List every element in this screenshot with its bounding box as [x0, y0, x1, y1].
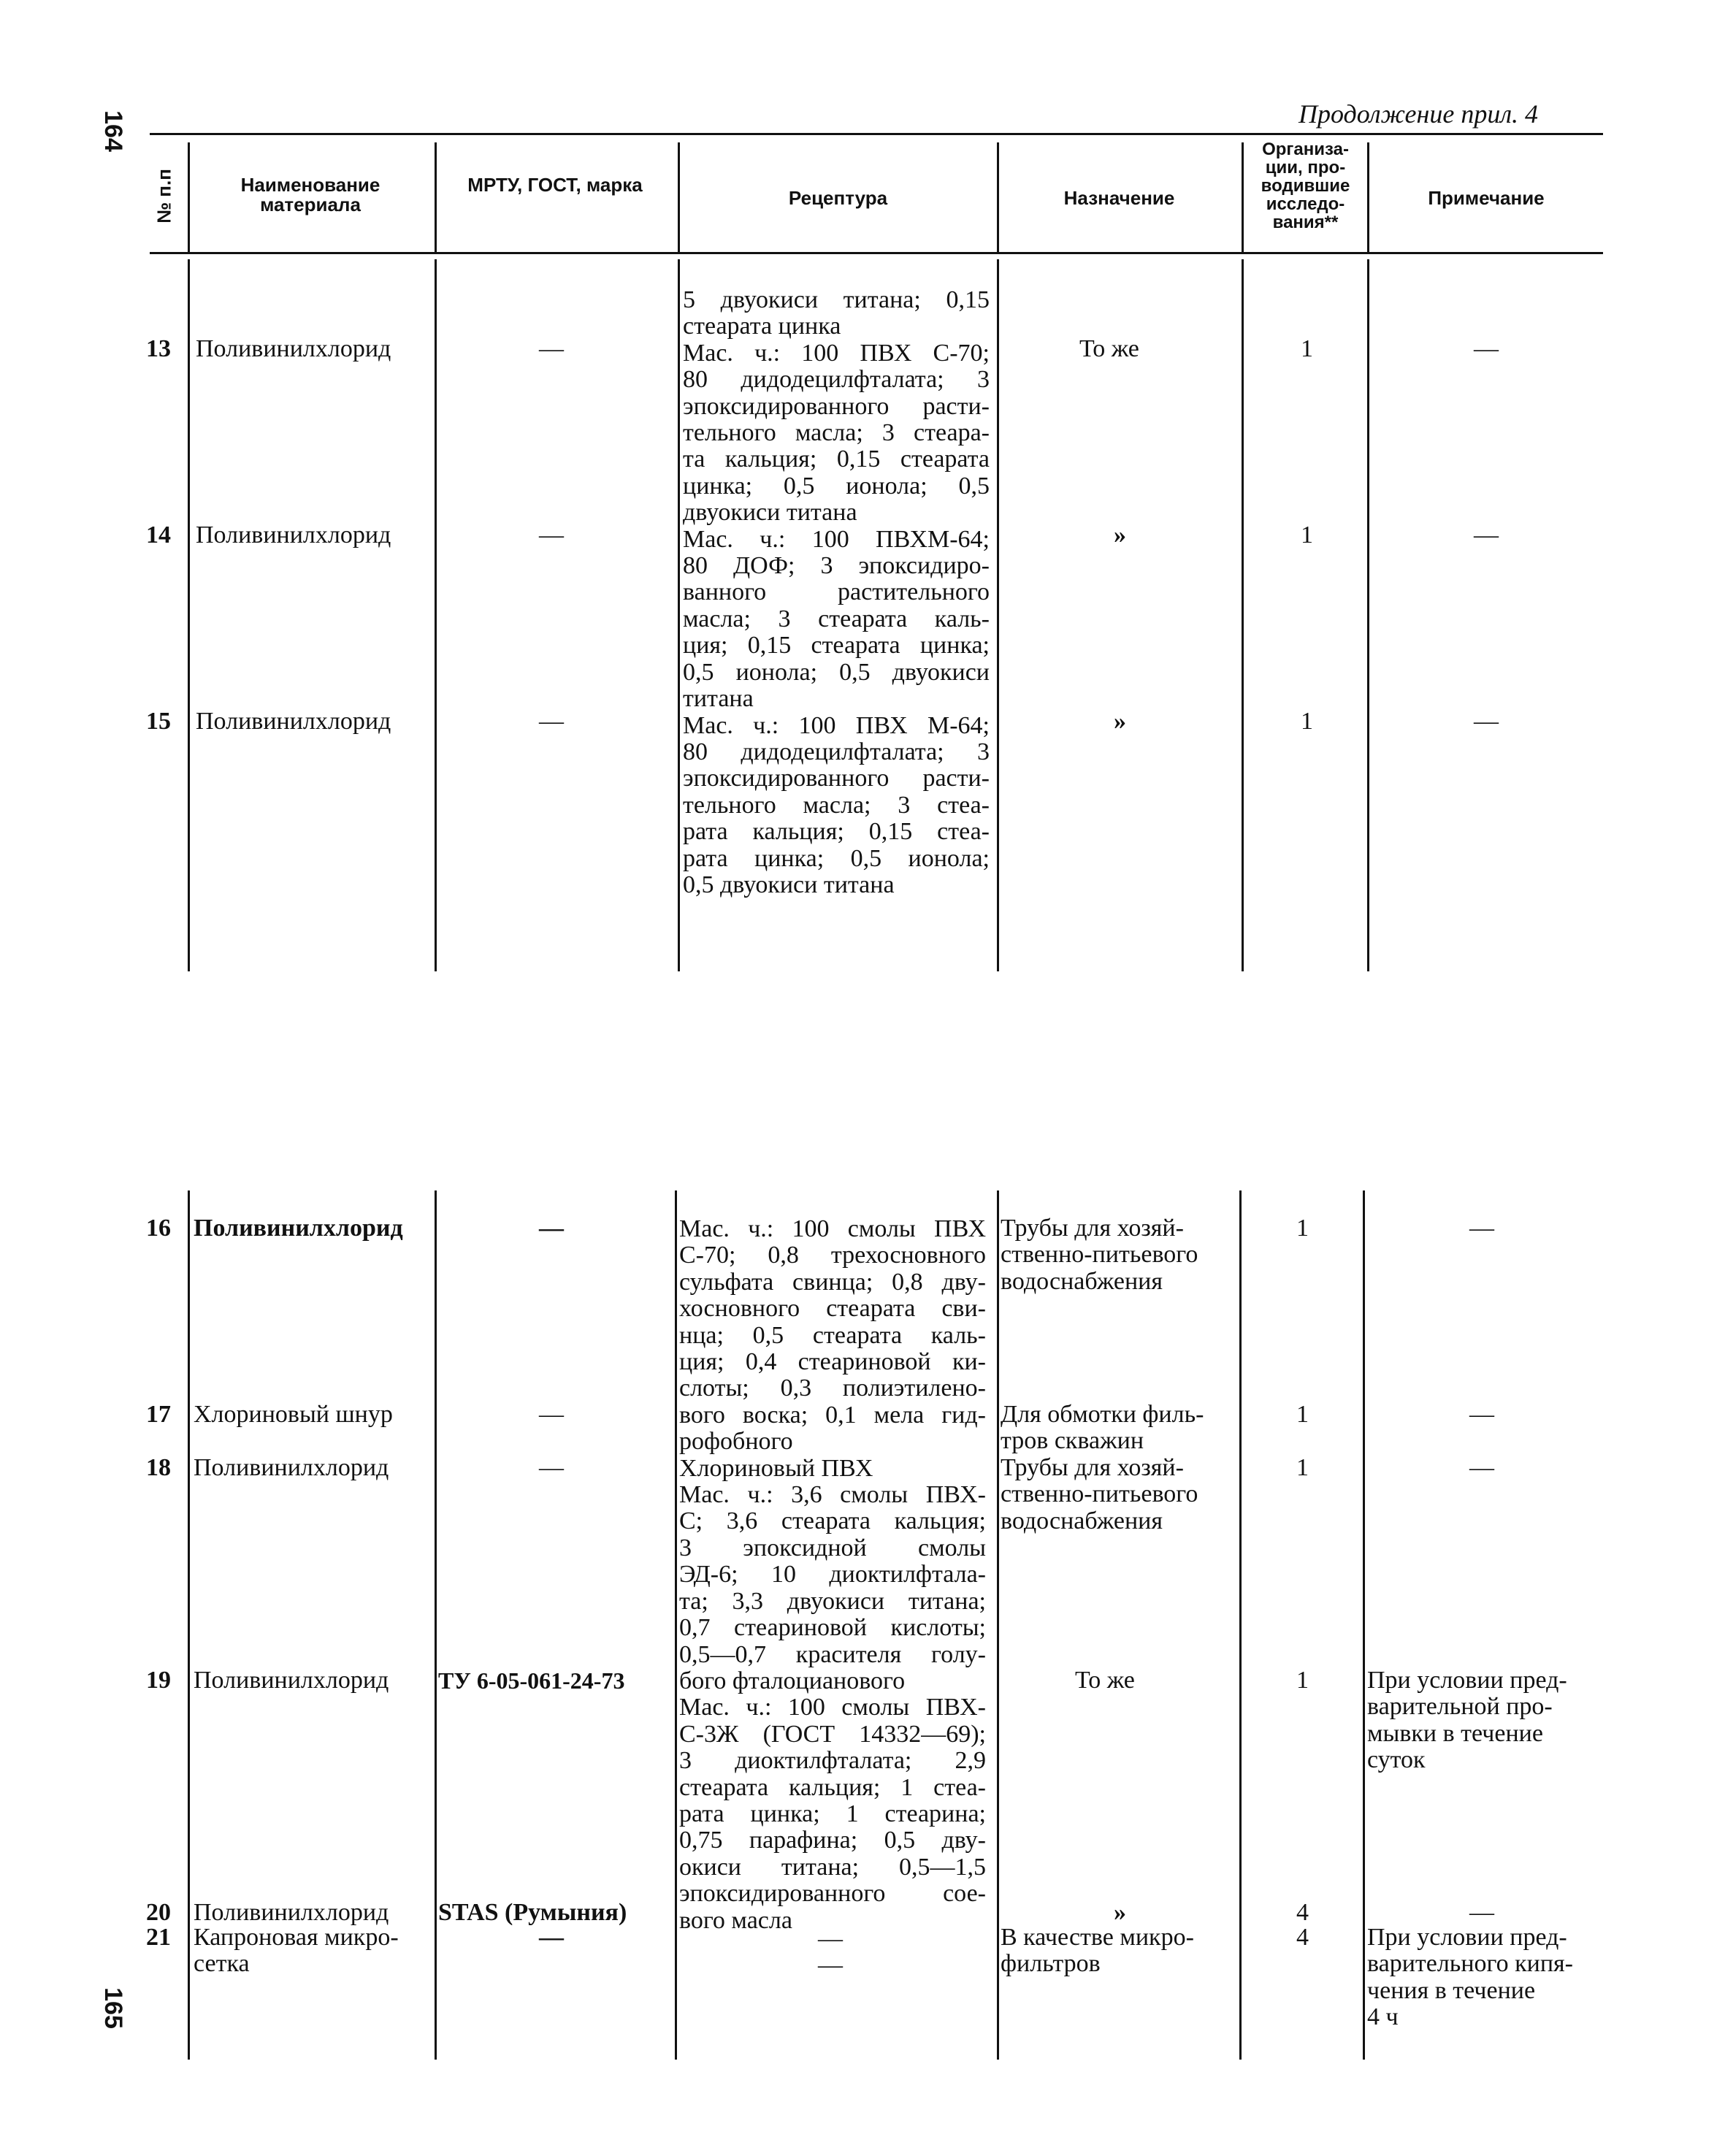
row-num: 21	[146, 1924, 171, 1951]
header-note: Примечание	[1428, 187, 1545, 209]
row-purpose: Для обмотки филь- тров скважин	[1001, 1401, 1204, 1455]
header-recipe: Рецептура	[788, 187, 888, 209]
row-purpose: То же	[1079, 335, 1139, 362]
row-standard: —	[539, 1454, 564, 1481]
row-note: —	[1469, 1215, 1494, 1242]
row-purpose: В качестве микро- фильтров	[1001, 1924, 1194, 1978]
row-material: Поливинилхлорид	[194, 1899, 389, 1926]
row-purpose: »	[1114, 521, 1126, 548]
row-note: —	[1474, 521, 1499, 548]
row-standard: STAS (Румыния)	[438, 1899, 627, 1926]
row-material: Поливинилхлорид	[196, 521, 391, 548]
row-org: 4	[1296, 1899, 1309, 1926]
row-recipe-b: —	[818, 1952, 843, 1979]
row-note: При условии пред- варительной про- мывки в течение суток	[1367, 1667, 1567, 1774]
row-num: 19	[146, 1667, 171, 1694]
row-org: 1	[1296, 1401, 1309, 1428]
row-org: 1	[1301, 521, 1313, 548]
row-org: 4	[1296, 1924, 1309, 1951]
row-standard: —	[539, 1215, 564, 1242]
row-standard: —	[539, 708, 564, 735]
row-org: 1	[1296, 1454, 1309, 1481]
row-purpose: Трубы для хозяй- ственно-питьевого водоснабжения	[1001, 1454, 1198, 1534]
row-num: 13	[146, 335, 171, 362]
row-num: 16	[146, 1215, 171, 1242]
header-num: № п.п	[153, 169, 175, 223]
row-purpose: То же	[1075, 1667, 1135, 1694]
row-material: Поливинилхлорид	[194, 1454, 389, 1481]
row-material: Хлориновый шнур	[194, 1401, 393, 1428]
row-org: 1	[1301, 335, 1313, 362]
header-top-rule	[150, 133, 1603, 135]
row-num: 14	[146, 521, 171, 548]
row-purpose: Трубы для хозяй- ственно-питьевого водоснабжения	[1001, 1215, 1198, 1295]
row-org: 1	[1296, 1215, 1309, 1242]
page-number-top: 164	[99, 110, 127, 152]
row-org: 1	[1296, 1667, 1309, 1694]
row-note: —	[1469, 1899, 1494, 1926]
page-number-bottom: 165	[99, 1987, 127, 2029]
row-standard: —	[539, 521, 564, 548]
header-standard: МРТУ, ГОСТ, марка	[467, 174, 643, 196]
row-note: —	[1469, 1401, 1494, 1428]
row-material: Поливинилхлорид	[194, 1215, 403, 1242]
row-num: 17	[146, 1401, 171, 1428]
row-standard: —	[539, 335, 564, 362]
row-material: Поливинилхлорид	[196, 335, 391, 362]
header-org: Организа-ции, про-водившие исследо-вания**	[1261, 139, 1350, 232]
header-purpose: Назначение	[1063, 187, 1175, 209]
row-material: Поливинилхлорид	[194, 1667, 389, 1694]
header-material: Наименование материала	[240, 174, 380, 215]
row-purpose: »	[1114, 708, 1126, 735]
row-note: При условии пред- варительного кипя- чения в течение 4 ч	[1367, 1924, 1573, 2031]
row-note: —	[1474, 335, 1499, 362]
header-bottom-rule	[150, 252, 1603, 254]
row-standard: —	[539, 1924, 564, 1951]
row-num: 20	[146, 1899, 171, 1926]
row-note: —	[1469, 1454, 1494, 1481]
row-standard: ТУ 6-05-061-24-73	[438, 1667, 625, 1694]
row-standard: —	[539, 1401, 564, 1428]
row-recipe-a: —	[818, 1925, 843, 1952]
recipe-block-2: Мас. ч.: 100 смолы ПВХ С-70; 0,8 трехосновного сульфата свинца; 0,8 дву- хосновного стеарата сви- нца; 0,5 стеарата каль- ция; 0,4 стеариновой ки- слоты; 0,3 полиэтилено- вого воска; 0,1 мела гид- рофобного Хлориновый ПВХ Мас. ч.: 3,6 смолы ПВХ- С; 3,6 стеарата кальция; 3 эпоксидной смолы ЭД-6; 10 диоктилфтала- та; 3,3 двуокиси титана; 0,7 стеариновой кислоты; 0,5—0,7 красителя голу- бого фталоцианового Мас. ч.: 100 смолы ПВХ- С-3Ж (ГОСТ 14332—69); 3 диоктилфталата; 2,9 стеарата кальция; 1 стеа- рата цинка; 1 стеарина; 0,75 парафина; 0,5 дву- окиси титана; 0,5—1,5 эпоксидированного сое- вого масла	[679, 1215, 986, 1934]
row-material: Капроновая микро- сетка	[194, 1924, 399, 1978]
continuation-title: Продолжение прил. 4	[1298, 99, 1539, 129]
row-material: Поливинилхлорид	[196, 708, 391, 735]
row-note: —	[1474, 708, 1499, 735]
row-num: 15	[146, 708, 171, 735]
row-num: 18	[146, 1454, 171, 1481]
row-org: 1	[1301, 708, 1313, 735]
row-purpose: »	[1114, 1899, 1126, 1926]
recipe-block-1: 5 двуокиси титана; 0,15 стеарата цинка Мас. ч.: 100 ПВХ С-70; 80 дидодецилфталата; 3 эпоксидированного расти- тельного масла; 3 стеара- та кальция; 0,15 стеарата цинка; 0,5 ионола; 0,5 двуокиси титана Мас. ч.: 100 ПВХМ-64; 80 ДОФ; 3 эпоксидиро- ванного растительного масла; 3 стеарата каль- ция; 0,15 стеарата цинка; 0,5 ионола; 0,5 двуокиси титана Мас. ч.: 100 ПВХ М-64; 80 дидодецилфталата; 3 эпоксидированного расти- тельного масла; 3 стеа- рата кальция; 0,15 стеа- рата цинка; 0,5 ионола; 0,5 двуокиси титана	[683, 286, 990, 898]
